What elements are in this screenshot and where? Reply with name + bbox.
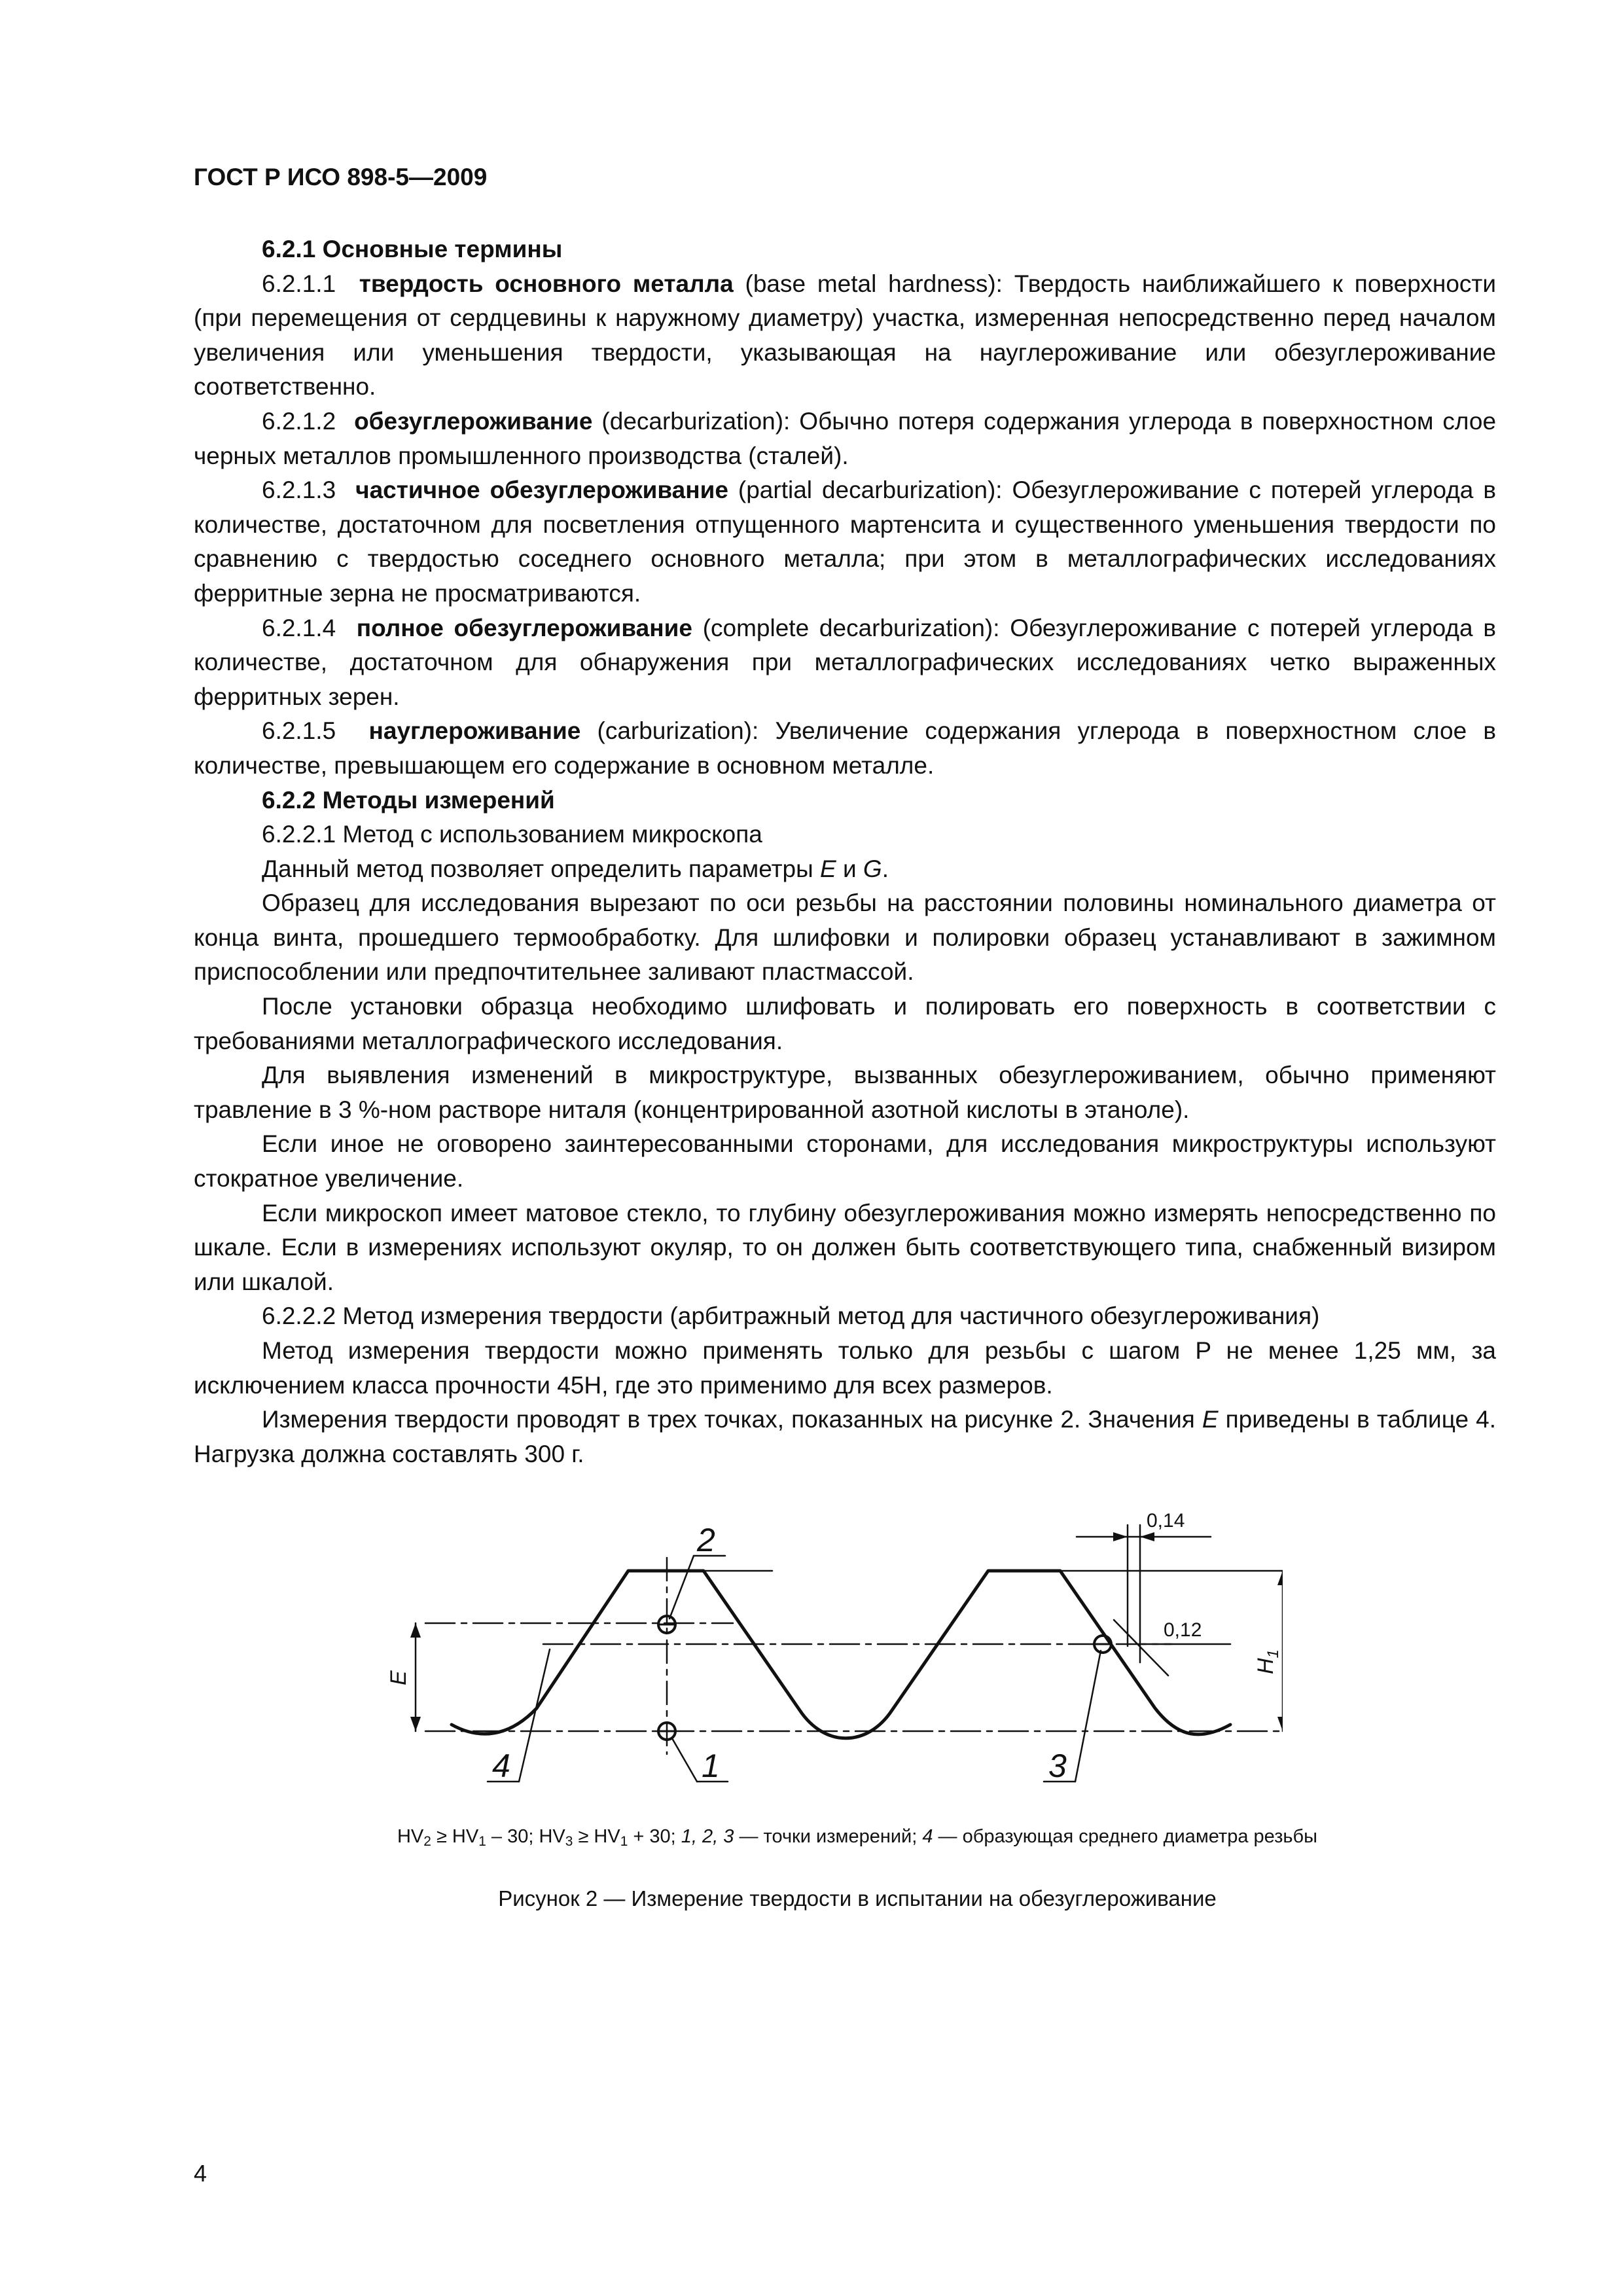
page-number: 4 <box>194 2160 207 2187</box>
h1-arrow-top <box>1277 1571 1283 1585</box>
e-arrow-bottom <box>410 1717 421 1731</box>
term-6-2-1-4: 6.2.1.4 полное обезуглероживание (complete decarburization): Обезуглероживание с потерей углерода в количестве, достаточном для обнаружения при металлографических исследованиях четко выраженных ферритных зерен. <box>194 614 1497 710</box>
label-2: 2 <box>697 1522 715 1558</box>
label-0-12: 0,12 <box>1164 1619 1202 1641</box>
section-6-2-2-title: 6.2.2 Методы измерений <box>262 786 555 814</box>
section-6-2-2-2-title: 6.2.2.2 Метод измерения твердости (арбитражный метод для частичного обезуглероживания) <box>262 1302 1320 1330</box>
label-e: E <box>386 1670 411 1685</box>
label-1: 1 <box>702 1748 720 1784</box>
e-arrow-top <box>410 1623 421 1638</box>
h1-arrow-bottom <box>1277 1717 1283 1731</box>
thread-profile-line <box>452 1571 1230 1738</box>
term-6-2-1-3: 6.2.1.3 частичное обезуглероживание (partial decarburization): Обезуглероживание с потерей углерода в количестве, достаточном для посветления отпущенного мартенсита и существенного уменьшения твердости по сравнению с твердостью соседнего основного металла; при этом в металлографических исследованиях ферритные зерна не просматриваются. <box>194 476 1497 607</box>
term-6-2-1-2: 6.2.1.2 обезуглероживание (decarburization): Обычно потеря содержания углерода в поверхностном слое черных металлов промышленного производства (сталей). <box>194 407 1497 469</box>
paragraph-etching: Для выявления изменений в микроструктуре, вызванных обезуглероживанием, обычно применяют травление в 3 %-ном растворе ниталя (концентрированной азотной кислоты в этаноле). <box>194 1062 1496 1123</box>
label-h1: $H_1$ <box>1253 1649 1282 1674</box>
standard-header: ГОСТ Р ИСО 898-5—2009 <box>194 164 488 190</box>
figure-caption: Рисунок 2 — Измерение твердости в испытании на обезуглероживание <box>498 1886 1217 1910</box>
label-h1-group <box>1253 1649 1282 1674</box>
paragraph-polishing: После установки образца необходимо шлифовать и полировать его поверхность в соответствии с требованиями металлографического исследования. <box>194 993 1496 1054</box>
label-4: 4 <box>492 1748 510 1784</box>
paragraph-hardness-method: Метод измерения твердости можно применять только для резьбы с шагом P не менее 1,25 мм, за исключением класса прочности 45H, где это применимо для всех размеров. <box>194 1337 1496 1399</box>
label-3: 3 <box>1048 1748 1067 1784</box>
leader-1 <box>672 1738 697 1782</box>
term-6-2-1-5: 6.2.1.5 науглероживание (carburization): Увеличение содержания углерода в поверхностном слое в количестве, превышающем его содержание в основном металле. <box>194 717 1497 779</box>
paragraph-specimen: Образец для исследования вырезают по оси резьбы на расстоянии половины номинального диаметра от конца винта, прошедшего термообработку. Для шлифовки и полировки образец устанавливают в зажимном приспособлении или предпочтительнее заливают пластмассой. <box>194 889 1496 986</box>
figure-legend: $HV_2 \ge HV_1 - 30$; $HV_3 \ge HV_1 + 30$; 1, 2, 3 — точки измерений; 4 — образующая среднего диаметра резьбы <box>397 1826 1317 1850</box>
dim-014-arrow-right <box>1140 1532 1154 1541</box>
section-6-2-2-1-title: 6.2.2.1 Метод с использованием микроскопа <box>262 821 762 848</box>
paragraph-microscope: Если микроскоп имеет матовое стекло, то глубину обезуглероживания можно измерять непосредственно по шкале. Если в измерениях используют окуляр, то он должен быть соответствующего типа, снабженный визиром или шкалой. <box>194 1199 1496 1295</box>
label-0-14: 0,14 <box>1147 1510 1185 1532</box>
paragraph-magnification: Если иное не оговорено заинтересованными сторонами, для исследования микроструктуры используют стократное увеличение. <box>194 1130 1496 1193</box>
leader-4 <box>519 1649 550 1782</box>
thread-diagram <box>366 1499 1283 1806</box>
figure-2-thread-profile <box>366 1499 1283 1806</box>
dim-012-leader <box>1114 1620 1168 1676</box>
dim-014-arrow-left <box>1113 1532 1128 1541</box>
leader-3 <box>1075 1651 1101 1782</box>
section-6-2-1-title: 6.2.1 Основные термины <box>262 236 563 262</box>
paragraph-parameters: Данный метод позволяет определить параметры E и G. <box>262 855 889 882</box>
term-6-2-1-1: 6.2.1.1 твердость основного металла (base metal hardness): Твердость наиближайшего к поверхности (при перемещения от сердцевины к наружному диаметру) участка, измеренная непосредственно перед началом увеличения или уменьшения твердости, указывающая на науглероживание или обезуглероживание соответственно. <box>194 270 1497 401</box>
paragraph-hardness-points: Измерения твердости проводят в трех точках, показанных на рисунке 2. Значения E приведены в таблице 4. Нагрузка должна составлять 300 г. <box>194 1406 1496 1467</box>
body-text <box>194 232 1496 1471</box>
leader-2 <box>669 1556 694 1619</box>
